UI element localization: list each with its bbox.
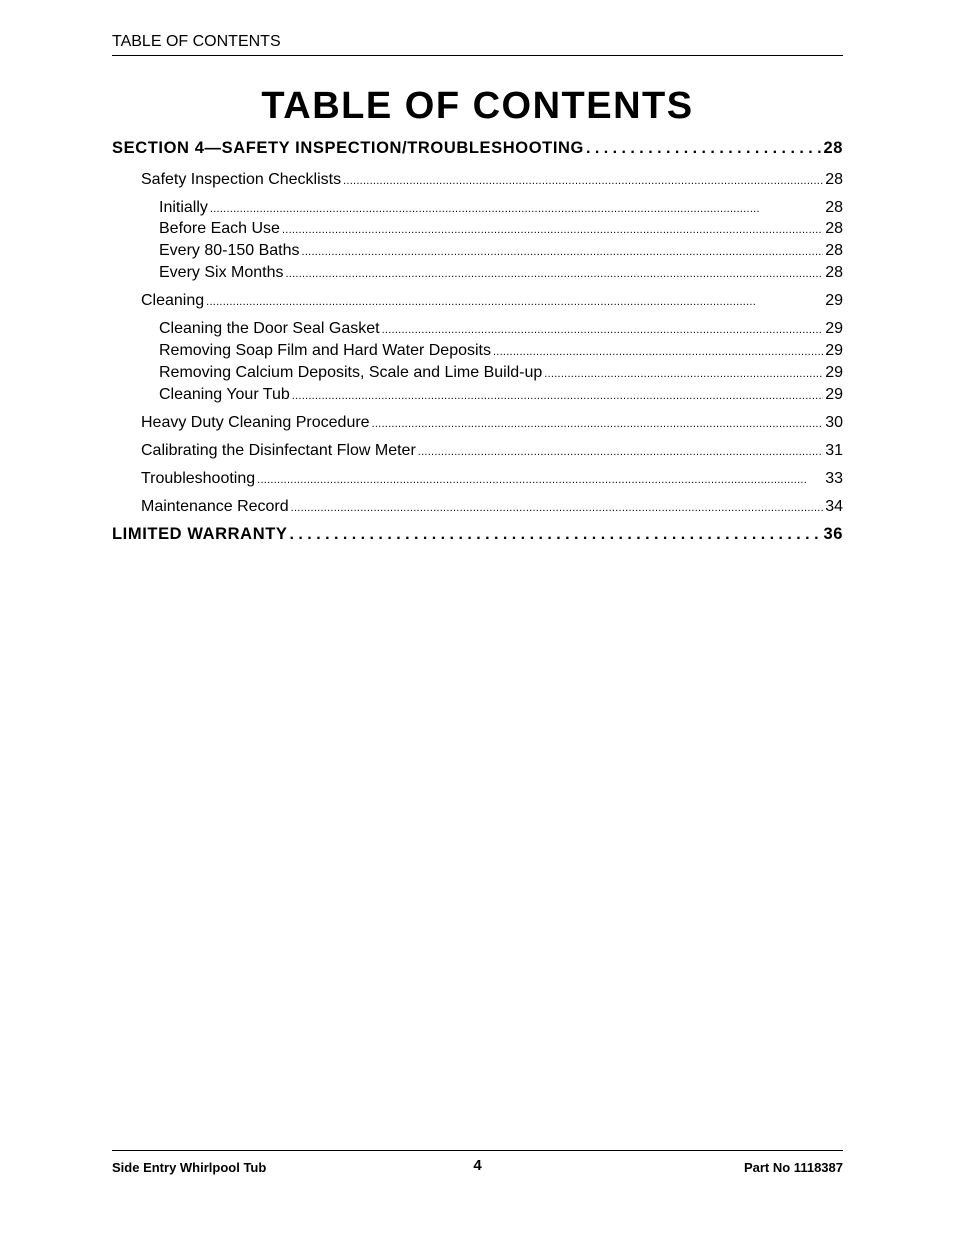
footer-part-number: Part No 1118387 (743, 1160, 843, 1175)
toc-entry-page: 29 (825, 364, 843, 381)
toc-dot-leader (302, 246, 824, 258)
toc-entry-heavy-duty-cleaning[interactable] (112, 414, 843, 432)
toc-entry-before-each-use[interactable] (112, 220, 843, 238)
toc-entry-every-80-150-baths[interactable] (112, 242, 843, 260)
toc-dot-leader (290, 526, 822, 544)
toc-entry-label: Initially (159, 199, 208, 216)
toc-entry-label: Troubleshooting (141, 470, 256, 487)
toc-entry-label: Cleaning the Door Seal Gasket (159, 320, 380, 337)
toc-entry-page: 34 (825, 498, 843, 515)
toc-entry-page: 33 (825, 470, 843, 487)
toc-entry-calibrating-flow-meter[interactable] (112, 442, 843, 460)
toc-entry-limited-warranty[interactable] (112, 525, 843, 544)
toc-entry-label: Every 80-150 Baths (159, 242, 300, 259)
toc-dot-leader (210, 203, 823, 215)
footer-page-number: 4 (473, 1157, 482, 1174)
toc-entry-page: 31 (825, 442, 843, 459)
toc-entry-cleaning[interactable] (112, 292, 843, 310)
toc-entry-page: 28 (823, 139, 843, 157)
toc-dot-leader (382, 324, 824, 336)
toc-entry-safety-inspection-checklists[interactable] (112, 171, 843, 189)
toc-entry-cleaning-door-seal-gasket[interactable] (112, 320, 843, 338)
toc-entry-page: 28 (825, 171, 843, 188)
toc-dot-leader (586, 140, 821, 158)
toc-dot-leader (544, 368, 823, 380)
toc-entry-troubleshooting[interactable] (112, 470, 843, 488)
toc-entry-page: 28 (825, 220, 843, 237)
toc-entry-page: 36 (823, 525, 843, 543)
toc-entry-initially[interactable] (112, 199, 843, 217)
toc-entry-label: Cleaning (141, 292, 205, 309)
toc-entry-page: 28 (825, 264, 843, 281)
toc-entry-cleaning-your-tub[interactable] (112, 386, 843, 404)
toc-entry-label: Cleaning Your Tub (159, 386, 290, 403)
toc-entry-label: LIMITED WARRANTY (112, 525, 288, 543)
toc-entry-section-4[interactable] (112, 139, 843, 158)
toc-entry-label: Removing Calcium Deposits, Scale and Lime Build-up (159, 364, 543, 381)
toc-entry-label: Calibrating the Disinfectant Flow Meter (141, 442, 416, 459)
toc-entry-page: 30 (825, 414, 843, 431)
running-footer (112, 1150, 843, 1181)
toc-entry-label: Heavy Duty Cleaning Procedure (141, 414, 370, 431)
toc-dot-leader (493, 346, 823, 358)
toc-entry-page: 28 (825, 199, 843, 216)
toc-entry-label: Maintenance Record (141, 498, 289, 515)
toc-entry-page: 29 (825, 342, 843, 359)
toc-entry-label: Safety Inspection Checklists (141, 171, 342, 188)
toc-dot-leader (257, 474, 823, 486)
toc-dot-leader (292, 390, 823, 402)
toc-entry-label: Removing Soap Film and Hard Water Deposits (159, 342, 491, 359)
footer-product-name: Side Entry Whirlpool Tub (112, 1160, 267, 1175)
toc-entry-page: 29 (825, 292, 843, 309)
toc-dot-leader (285, 268, 823, 280)
toc-entry-label: Before Each Use (159, 220, 280, 237)
toc-dot-leader (343, 175, 823, 187)
toc-entry-label: Every Six Months (159, 264, 284, 281)
toc-dot-leader (282, 224, 823, 236)
running-header: TABLE OF CONTENTS (112, 33, 281, 50)
toc-dot-leader (206, 296, 823, 308)
toc-entry-page: 29 (825, 386, 843, 403)
toc-dot-leader (418, 446, 823, 458)
toc-entry-removing-calcium-deposits[interactable] (112, 364, 843, 382)
toc-entry-page: 29 (825, 320, 843, 337)
toc-entry-page: 28 (825, 242, 843, 259)
toc-entry-maintenance-record[interactable] (112, 498, 843, 516)
toc-entry-removing-soap-film[interactable] (112, 342, 843, 360)
toc-entry-label: SECTION 4—SAFETY INSPECTION/TROUBLESHOOTING (112, 139, 584, 157)
page-title: TABLE OF CONTENTS (261, 85, 694, 127)
toc-dot-leader (372, 418, 824, 430)
toc-dot-leader (291, 502, 824, 514)
toc-entry-every-six-months[interactable] (112, 264, 843, 282)
header-rule (112, 55, 843, 56)
